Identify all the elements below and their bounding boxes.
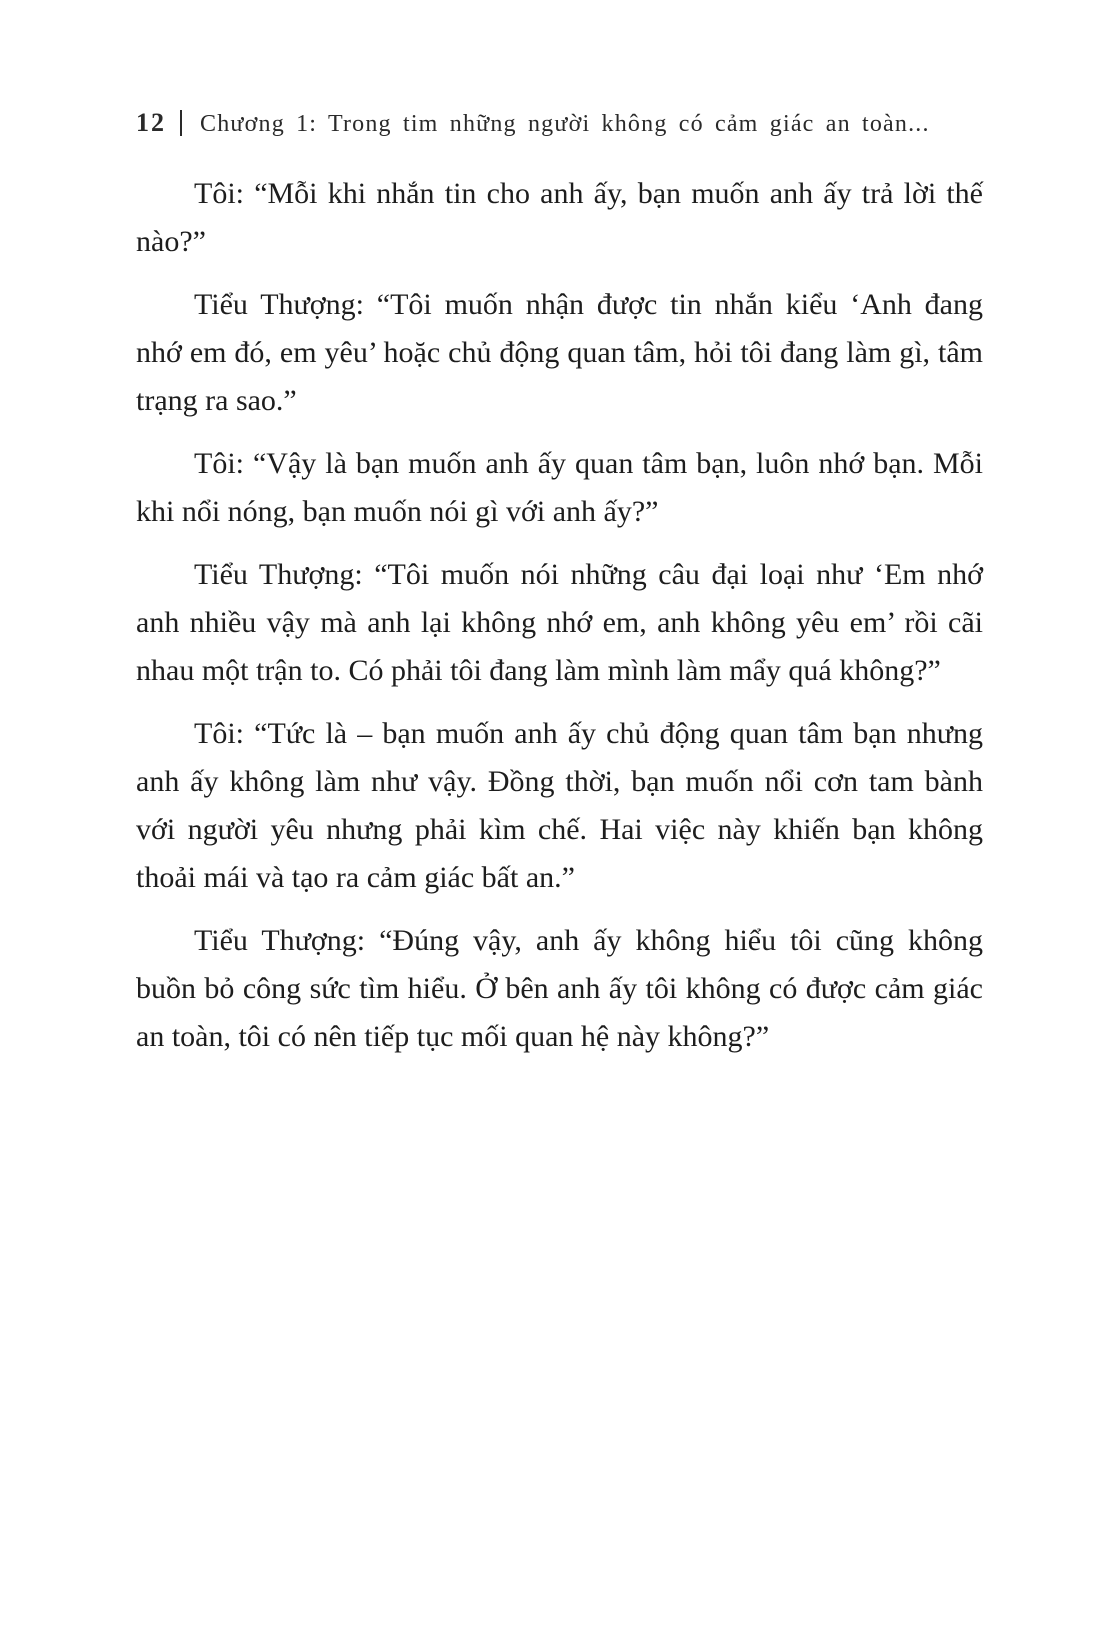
header-divider [180, 110, 182, 136]
paragraph-dialogue-5: Tôi: “Tức là – bạn muốn anh ấy chủ động quan tâm bạn nhưng anh ấy không làm như vậy. Đồng thời, bạn muốn nổi cơn tam bành với người yêu nhưng phải kìm chế. Hai việc này khiến bạn không thoải mái và tạo ra cảm giác bất an.” [136, 717, 983, 894]
paragraph-dialogue-6: Tiểu Thượng: “Đúng vậy, anh ấy không hiểu tôi cũng không buồn bỏ công sức tìm hiểu. Ở bên anh ấy tôi không có được cảm giác an toàn, tôi có nên tiếp tục mối quan hệ này không?” [136, 924, 983, 1053]
chapter-running-head: Chương 1: Trong tim những người không có cảm giác an toàn... [200, 111, 930, 137]
body-text [136, 170, 983, 1061]
paragraph-dialogue-4: Tiểu Thượng: “Tôi muốn nói những câu đại loại như ‘Em nhớ anh nhiều vậy mà anh lại không nhớ em, anh không yêu em’ rồi cãi nhau một trận to. Có phải tôi đang làm mình làm mẩy quá không?” [136, 558, 983, 687]
paragraph-dialogue-1: Tôi: “Mỗi khi nhắn tin cho anh ấy, bạn muốn anh ấy trả lời thế nào?” [136, 177, 983, 258]
paragraph-dialogue-3: Tôi: “Vậy là bạn muốn anh ấy quan tâm bạn, luôn nhớ bạn. Mỗi khi nổi nóng, bạn muốn nói gì với anh ấy?” [136, 447, 983, 528]
running-header [136, 108, 983, 138]
page-number: 12 [136, 108, 166, 137]
paragraph-dialogue-2: Tiểu Thượng: “Tôi muốn nhận được tin nhắn kiểu ‘Anh đang nhớ em đó, em yêu’ hoặc chủ động quan tâm, hỏi tôi đang làm gì, tâm trạng ra sao.” [136, 288, 983, 417]
